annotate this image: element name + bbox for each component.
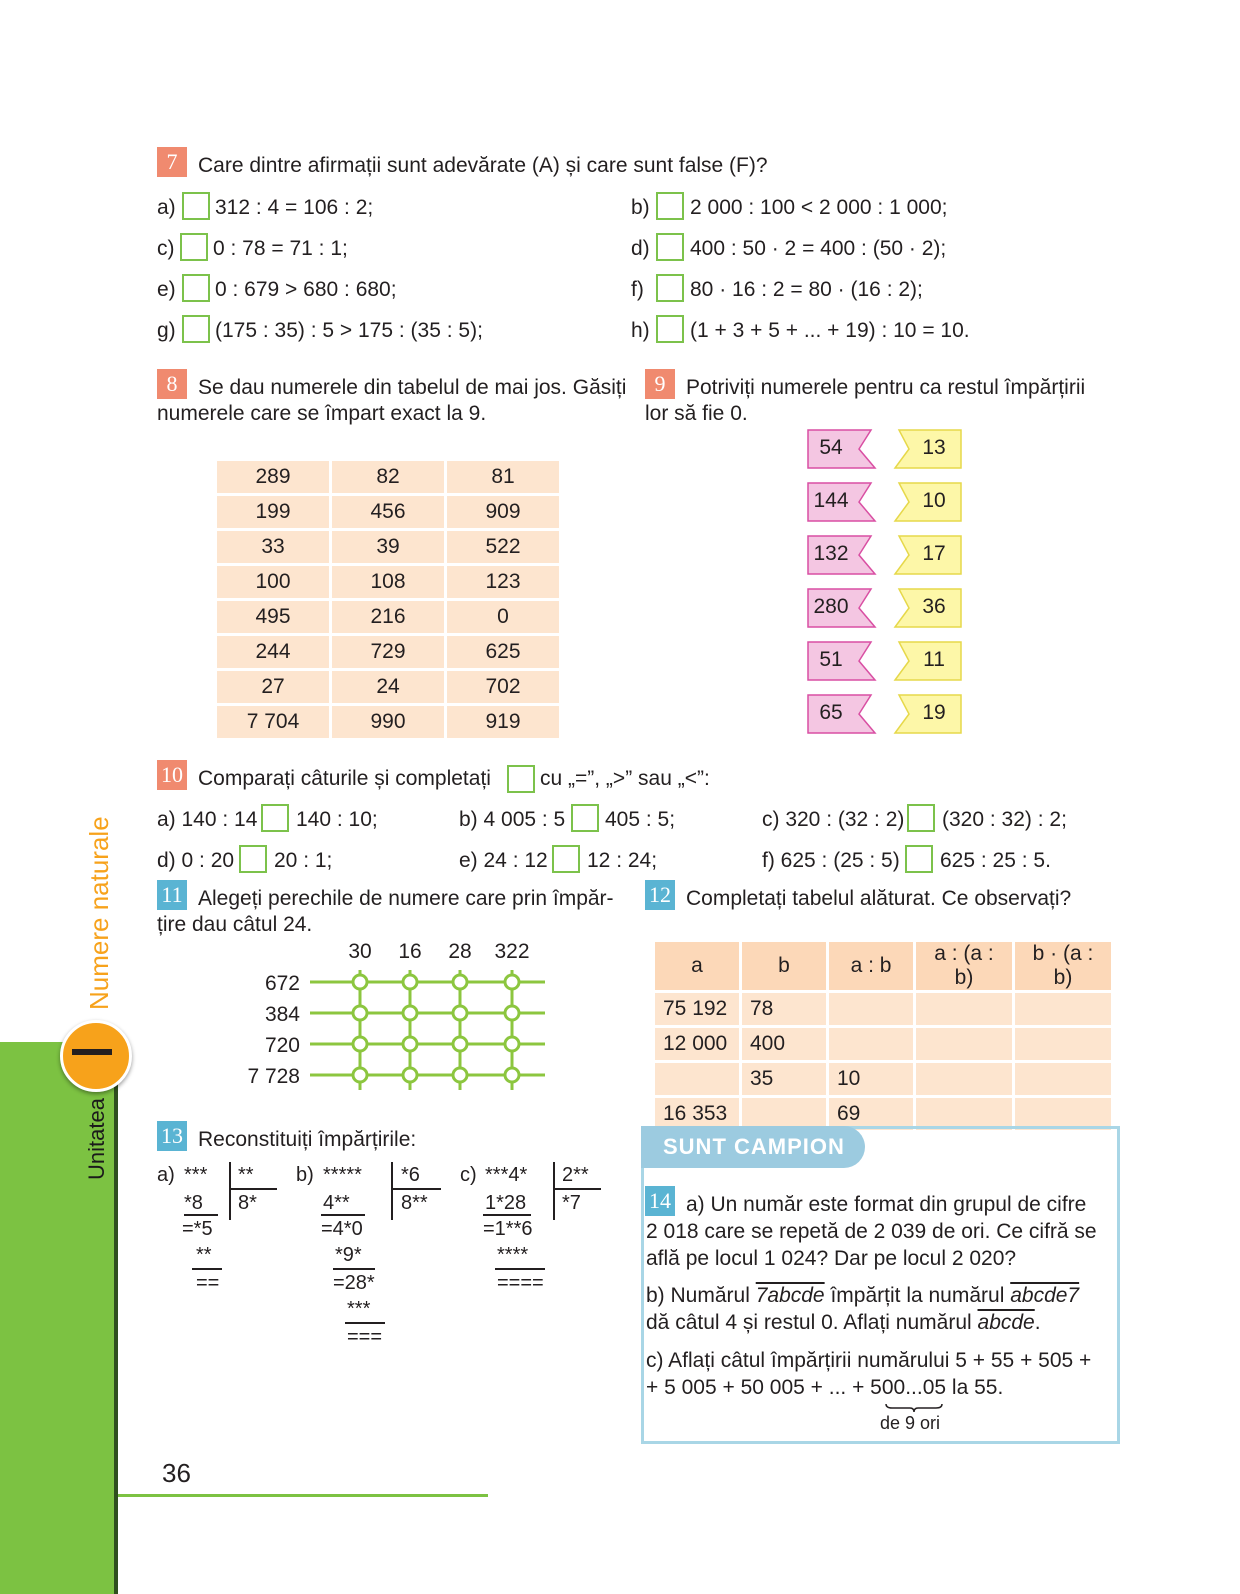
ex10-e-right: 12 : 24; [587, 849, 658, 872]
ex10-e-left: e) 24 : 12 [459, 849, 548, 872]
grid-node[interactable] [353, 975, 367, 989]
grid-row-label: 720 [264, 1034, 300, 1057]
ex10-e-compare-box[interactable] [552, 845, 580, 873]
table-cell[interactable] [655, 1063, 739, 1095]
table-header-row [655, 942, 1111, 990]
ex13-a-divisor: ** [238, 1164, 254, 1186]
table-cell: 400 [742, 1028, 826, 1060]
ex7-d-letter: d) [631, 237, 650, 260]
ex13-a-line: =*5 [182, 1218, 213, 1240]
ex10-c-compare-box[interactable] [907, 804, 935, 832]
ex9-left-value: 54 [819, 436, 843, 459]
ex7-b-answer-box[interactable] [656, 192, 684, 220]
table-cell: 33 [217, 531, 329, 563]
ex9-right-value: 11 [923, 648, 945, 671]
table-cell: 78 [742, 993, 826, 1025]
ex8-number-table [214, 458, 562, 741]
table-cell: 456 [332, 496, 444, 528]
ex7-e-text: 0 : 679 > 680 : 680; [215, 278, 397, 301]
ex7-g-text: (175 : 35) : 5 > 175 : (35 : 5); [215, 319, 483, 342]
page-number: 36 [162, 1458, 191, 1488]
table-cell: 909 [447, 496, 559, 528]
grid-node[interactable] [353, 1037, 367, 1051]
table-cell: 39 [332, 531, 444, 563]
grid-col-label: 30 [348, 940, 372, 963]
table-header: a [655, 942, 739, 990]
ex9-left-tag[interactable] [807, 535, 873, 573]
table-cell: 27 [217, 671, 329, 703]
ex14-c-line2: + 5 005 + 50 005 + ... + 500...05 la 55. [646, 1376, 1004, 1399]
ex13-c-line: 1*28 [485, 1192, 527, 1214]
ex7-c-answer-box[interactable] [180, 233, 208, 261]
table-cell: 35 [742, 1063, 826, 1095]
table-cell[interactable] [916, 993, 1012, 1025]
ex13-a-line: *8 [184, 1192, 203, 1214]
ex13-b-line: =4*0 [321, 1218, 363, 1240]
ex7-a-text: 312 : 4 = 106 : 2; [215, 196, 374, 219]
ex11-number: 11 [157, 880, 187, 910]
ex14-b-line2-post: . [1034, 1311, 1041, 1334]
grid-node[interactable] [403, 975, 417, 989]
ex12-prompt: Completați tabelul alăturat. Ce observați? [686, 887, 1072, 910]
ex13-c-bar [553, 1162, 555, 1220]
table-cell[interactable] [829, 993, 913, 1025]
ex13-c-label: c) [460, 1164, 477, 1186]
ex14-number: 14 [645, 1186, 675, 1216]
ex13-b-line: 4** [323, 1192, 350, 1214]
table-row [217, 531, 559, 563]
table-cell: 289 [217, 461, 329, 493]
table-cell: 108 [332, 566, 444, 598]
ex13-b-line: =28* [333, 1272, 375, 1294]
unit-badge [60, 1020, 132, 1092]
ex9-prompt-line1: Potriviți numerele pentru ca restul împărțirii [686, 376, 1086, 399]
ex14-c-brace-label: de 9 ori [880, 1413, 941, 1433]
ex10-d-right: 20 : 1; [274, 849, 333, 872]
ex13-a-bar [229, 1162, 231, 1220]
table-cell: 75 192 [655, 993, 739, 1025]
footer-rule [118, 1494, 488, 1497]
champion-title: SUNT CAMPION [641, 1126, 865, 1168]
table-cell: 729 [332, 636, 444, 668]
ex13-c-line: **** [497, 1244, 529, 1266]
ex14-b-number3: abcde [977, 1311, 1035, 1334]
ex10-a-compare-box[interactable] [261, 804, 289, 832]
ex7-b-text: 2 000 : 100 < 2 000 : 1 000; [690, 196, 948, 219]
table-cell: 12 000 [655, 1028, 739, 1060]
ex9-left-value: 65 [819, 701, 843, 724]
grid-row-label: 672 [264, 972, 300, 995]
ex9-left-value: 51 [819, 648, 843, 671]
ex10-d-left: d) 0 : 20 [157, 849, 235, 872]
ex13-prompt: Reconstituiți împărțirile: [198, 1128, 417, 1151]
grid-node[interactable] [505, 1068, 519, 1082]
ex9-right-tag[interactable] [893, 588, 959, 626]
ex7-d-answer-box[interactable] [656, 233, 684, 261]
ex11-prompt-line1: Alegeți perechile de numere care prin împăr- [198, 887, 614, 910]
ex13-b-dividend: ***** [323, 1164, 362, 1186]
ex13-b-bar [391, 1162, 393, 1220]
ex14-b-number1: 7abcde [755, 1284, 825, 1307]
ex13-a-dividend: *** [184, 1164, 208, 1186]
ex7-g-letter: g) [157, 319, 176, 342]
ex12-table [652, 939, 1114, 1133]
ex14-a-line1: a) Un număr este format din grupul de cifre [686, 1193, 1087, 1216]
table-header: a : b [829, 942, 913, 990]
table-cell: 625 [447, 636, 559, 668]
ex10-prompt-a: Comparați câturile și completați [198, 767, 491, 790]
table-cell: 702 [447, 671, 559, 703]
ex13-a-line: ** [196, 1244, 212, 1266]
unit-number [72, 1049, 112, 1055]
table-cell: 69 [829, 1098, 913, 1130]
ex7-number: 7 [157, 147, 187, 177]
ex10-a-right: 140 : 10; [296, 808, 378, 831]
ex10-f-left: f) 625 : (25 : 5) [762, 849, 900, 872]
table-cell: 123 [447, 566, 559, 598]
ex13-b-label: b) [296, 1164, 314, 1186]
table-cell: 82 [332, 461, 444, 493]
grid-node[interactable] [505, 1006, 519, 1020]
ex7-a-answer-box[interactable] [182, 192, 210, 220]
grid-node[interactable] [505, 975, 519, 989]
ex10-c-right: (320 : 32) : 2; [942, 808, 1067, 831]
ex9-left-tag[interactable] [807, 641, 873, 679]
ex7-h-letter: h) [631, 319, 650, 342]
ex14-a-line2: 2 018 care se repetă de 2 039 de ori. Ce cifră se [646, 1220, 1097, 1243]
table-cell: 100 [217, 566, 329, 598]
table-row [217, 496, 559, 528]
table-cell: 16 353 [655, 1098, 739, 1130]
ex10-b-right: 405 : 5; [605, 808, 676, 831]
ex10-b-left: b) 4 005 : 5 [459, 808, 566, 831]
ex13-b-quotient: 8** [401, 1192, 428, 1214]
ex11-prompt-line2: țire dau câtul 24. [157, 913, 313, 936]
ex7-f-text: 80 · 16 : 2 = 80 · (16 : 2); [690, 278, 923, 301]
ex9-prompt-line2: lor să fie 0. [645, 402, 748, 425]
table-row [217, 706, 559, 738]
ex14-c-line1: c) Aflați câtul împărțirii numărului 5 + 55 + 505 + [646, 1349, 1092, 1372]
table-row [217, 601, 559, 633]
ex13-b-divisor: *6 [401, 1164, 420, 1186]
table-cell: 24 [332, 671, 444, 703]
ex7-e-answer-box[interactable] [182, 274, 210, 302]
table-header: b · (a : b) [1015, 942, 1111, 990]
ex13-b-line: === [347, 1326, 383, 1348]
table-cell[interactable] [1015, 1063, 1111, 1095]
table-header: b [742, 942, 826, 990]
grid-row-label: 384 [264, 1003, 300, 1026]
table-cell[interactable] [916, 1028, 1012, 1060]
table-row [655, 1028, 1111, 1060]
ex14-b-number2: abcde7 [1010, 1284, 1080, 1307]
chapter-title: Numere naturale [84, 816, 114, 1010]
ex9-left-tag[interactable] [807, 482, 873, 520]
ex9-right-tag[interactable] [893, 429, 959, 467]
ex9-right-value: 17 [922, 542, 946, 565]
ex9-right-value: 13 [922, 436, 946, 459]
ex14-b-mid: împărțit la numărul [830, 1284, 1005, 1307]
table-cell[interactable] [1015, 993, 1111, 1025]
ex9-right-tag[interactable] [893, 482, 959, 520]
ex9-number: 9 [645, 369, 675, 399]
ex14-b-line2-pre: dă câtul 4 și restul 0. Aflați numărul [646, 1311, 972, 1334]
grid-node[interactable] [353, 1006, 367, 1020]
ex7-prompt: Care dintre afirmații sunt adevărate (A) și care sunt false (F)? [198, 154, 768, 177]
table-cell[interactable] [916, 1063, 1012, 1095]
ex11-grid [240, 935, 560, 1105]
ex7-b-letter: b) [631, 196, 650, 219]
table-row [217, 461, 559, 493]
ex9-right-tag[interactable] [893, 535, 959, 573]
table-cell: 10 [829, 1063, 913, 1095]
table-row [217, 566, 559, 598]
ex9-right-value: 10 [922, 489, 946, 512]
ex8-prompt-line1: Se dau numerele din tabelul de mai jos. Găsiți [198, 376, 627, 399]
ex14-a-line3: află pe locul 1 024? Dar pe locul 2 020? [646, 1247, 1017, 1270]
ex10-prompt-b: cu „=”, „>” sau „<”: [540, 767, 710, 790]
table-header: a : (a : b) [916, 942, 1012, 990]
table-cell[interactable] [829, 1028, 913, 1060]
ex9-left-value: 144 [813, 489, 849, 512]
grid-node[interactable] [353, 1068, 367, 1082]
ex14-c-brace [884, 1402, 944, 1412]
grid-node[interactable] [403, 1006, 417, 1020]
table-cell[interactable] [1015, 1028, 1111, 1060]
grid-node[interactable] [453, 1006, 467, 1020]
table-cell: 216 [332, 601, 444, 633]
ex8-prompt-line2: numerele care se împart exact la 9. [157, 402, 487, 425]
grid-node[interactable] [453, 975, 467, 989]
table-row [217, 671, 559, 703]
ex13-b-line: *9* [335, 1244, 362, 1266]
ex9-left-value: 132 [813, 542, 849, 565]
ex7-f-answer-box[interactable] [656, 274, 684, 302]
ex10-b-compare-box[interactable] [571, 804, 599, 832]
grid-col-label: 322 [494, 940, 530, 963]
side-band-edge [114, 1042, 118, 1594]
grid-node[interactable] [403, 1037, 417, 1051]
ex8-number: 8 [157, 369, 187, 399]
ex13-a-quotient: 8* [238, 1192, 257, 1214]
table-row [217, 636, 559, 668]
ex7-c-letter: c) [157, 237, 175, 260]
table-cell: 7 704 [217, 706, 329, 738]
table-cell: 0 [447, 601, 559, 633]
grid-node[interactable] [505, 1037, 519, 1051]
ex7-f-letter: f) [631, 278, 644, 301]
ex9-left-tag[interactable] [807, 429, 873, 467]
ex12-number: 12 [645, 880, 675, 910]
ex9-right-value: 19 [922, 701, 946, 724]
table-row [655, 1063, 1111, 1095]
ex13-number: 13 [157, 1121, 187, 1151]
ex14-b-line2 [646, 1310, 1041, 1336]
table-cell: 495 [217, 601, 329, 633]
grid-row-label: 7 728 [247, 1065, 300, 1088]
ex7-d-text: 400 : 50 · 2 = 400 : (50 · 2); [690, 237, 947, 260]
ex13-c-line: =1**6 [483, 1218, 533, 1240]
table-cell: 522 [447, 531, 559, 563]
grid-node[interactable] [453, 1068, 467, 1082]
table-cell: 919 [447, 706, 559, 738]
ex10-number: 10 [157, 760, 187, 790]
ex7-c-text: 0 : 78 = 71 : 1; [213, 237, 348, 260]
ex9-left-tag[interactable] [807, 588, 873, 626]
ex7-h-answer-box[interactable] [656, 315, 684, 343]
ex10-c-left: c) 320 : (32 : 2) [762, 808, 905, 831]
ex13-a-label: a) [157, 1164, 175, 1186]
table-row [655, 993, 1111, 1025]
ex14-b-line1 [646, 1283, 1079, 1309]
ex10-a-left: a) 140 : 14 [157, 808, 258, 831]
ex9-right-tag[interactable] [893, 694, 959, 732]
ex9-right-tag[interactable] [893, 641, 959, 679]
grid-node[interactable] [403, 1068, 417, 1082]
ex13-c-line: ==== [497, 1272, 544, 1294]
ex9-left-value: 280 [813, 595, 849, 618]
ex7-e-letter: e) [157, 278, 176, 301]
ex13-b-line: *** [347, 1298, 371, 1320]
ex7-a-letter: a) [157, 196, 176, 219]
grid-node[interactable] [453, 1037, 467, 1051]
ex9-left-tag[interactable] [807, 694, 873, 732]
grid-col-label: 28 [448, 940, 472, 963]
unit-label: Unitatea [84, 1098, 109, 1180]
ex10-f-right: 625 : 25 : 5. [940, 849, 1051, 872]
table-cell: 244 [217, 636, 329, 668]
ex10-d-compare-box[interactable] [239, 845, 267, 873]
table-cell: 81 [447, 461, 559, 493]
grid-col-label: 16 [398, 940, 422, 963]
ex10-sample-box [507, 765, 535, 793]
ex7-h-text: (1 + 3 + 5 + ... + 19) : 10 = 10. [690, 319, 970, 342]
ex9-right-value: 36 [922, 595, 946, 618]
ex13-c-divisor: 2** [562, 1164, 589, 1186]
ex13-a-line: == [196, 1272, 220, 1294]
table-cell: 199 [217, 496, 329, 528]
ex10-f-compare-box[interactable] [905, 845, 933, 873]
ex7-g-answer-box[interactable] [182, 315, 210, 343]
ex13-c-dividend: ***4* [485, 1164, 528, 1186]
ex14-b-pre: b) Numărul [646, 1284, 750, 1307]
ex13-c-quotient: *7 [562, 1192, 581, 1214]
table-cell: 990 [332, 706, 444, 738]
